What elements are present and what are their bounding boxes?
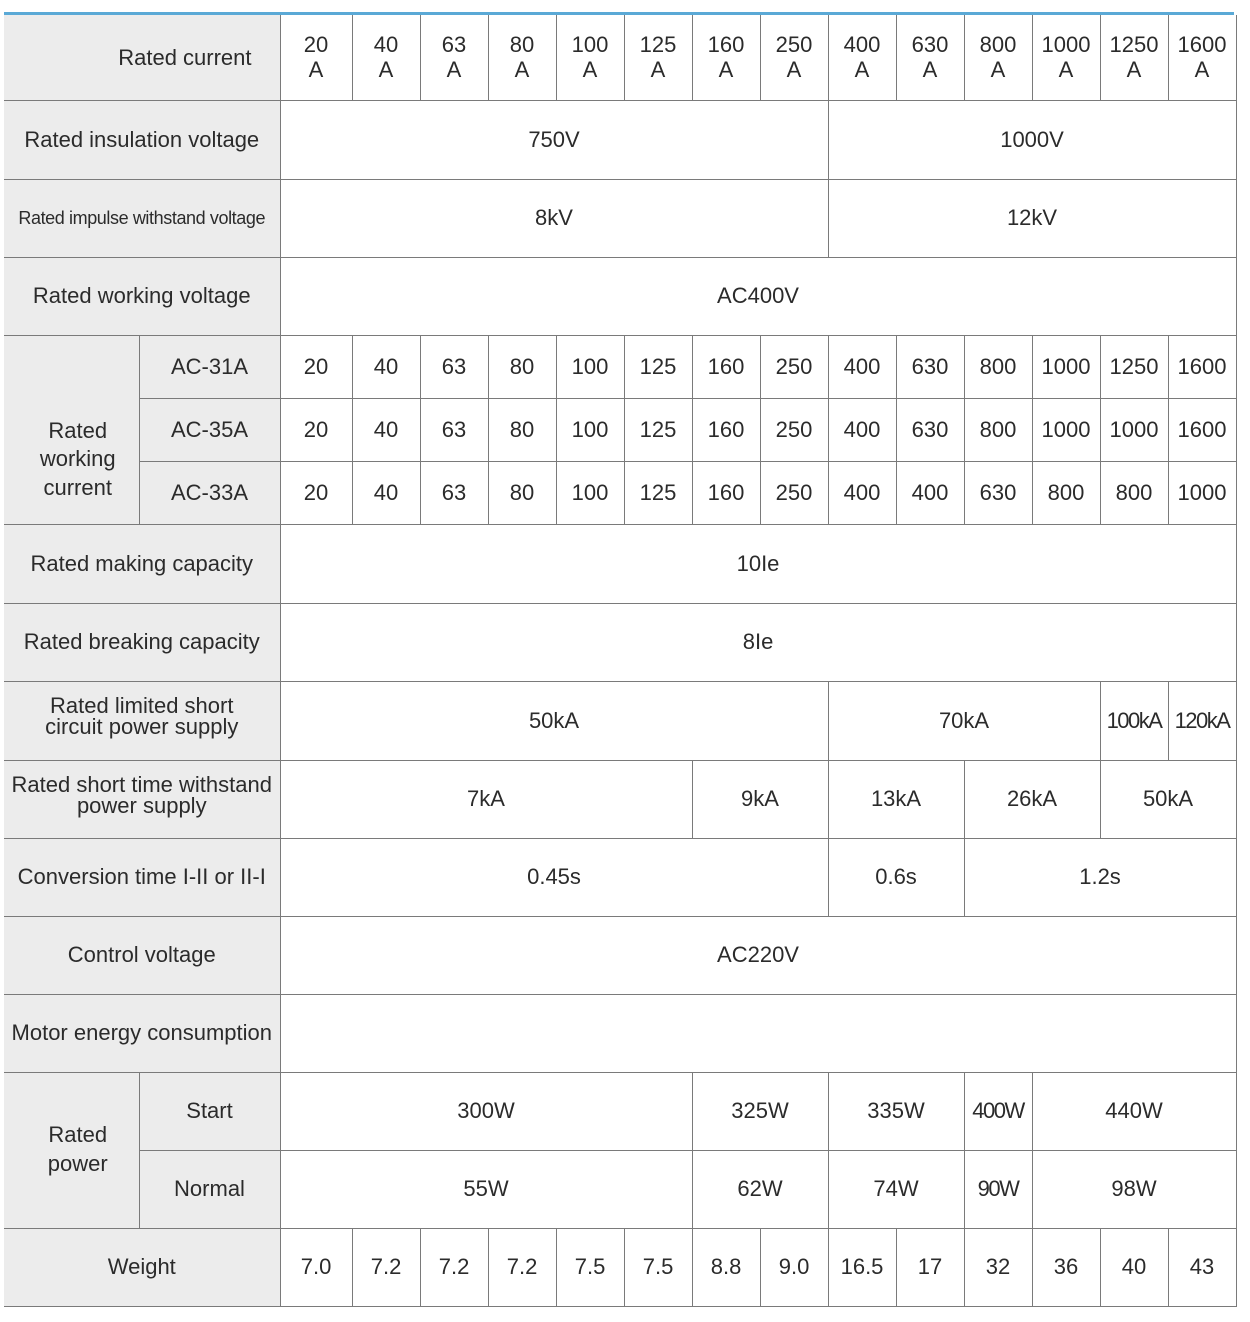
conversion-label: Conversion time I-II or II-I: [4, 838, 280, 916]
current-header: 63 A: [420, 15, 488, 100]
table-cell: 40: [352, 398, 420, 461]
conversion-row: [4, 838, 1236, 916]
table-cell: 17: [896, 1228, 964, 1306]
table-cell: 1600: [1168, 398, 1236, 461]
current-header: 40 A: [352, 15, 420, 100]
short-time-label: Rated short time withstand power supply: [4, 760, 280, 838]
breaking-value: 8Ie: [280, 603, 1236, 681]
limited-short-row: [4, 681, 1236, 760]
breaking-row: [4, 603, 1236, 681]
table-cell: 63: [420, 398, 488, 461]
current-header: 800 A: [964, 15, 1032, 100]
table-cell: 8.8: [692, 1228, 760, 1306]
table-cell: 800: [964, 335, 1032, 398]
weight-label: Weight: [4, 1228, 280, 1306]
table-cell: 7.5: [624, 1228, 692, 1306]
table-cell: 1000: [1168, 461, 1236, 524]
short-time-value-1: 7kA: [280, 760, 692, 838]
current-header: 1000 A: [1032, 15, 1100, 100]
motor-energy-row: [4, 994, 1236, 1072]
impulse-label: Rated impulse withstand voltage: [4, 179, 280, 257]
weight-row: [4, 1228, 1236, 1306]
table-cell: 400: [828, 398, 896, 461]
working-current-row-ac35a: [4, 398, 1236, 461]
current-header: 80 A: [488, 15, 556, 100]
short-time-row: [4, 760, 1236, 838]
rated-power-normal-row: [4, 1150, 1236, 1228]
table-cell: 630: [896, 398, 964, 461]
table-cell: 7.2: [488, 1228, 556, 1306]
start-power-3: 335W: [828, 1072, 964, 1150]
working-voltage-label: Rated working voltage: [4, 257, 280, 335]
table-cell: 100: [556, 335, 624, 398]
table-cell: 100: [556, 398, 624, 461]
table-cell: 7.2: [420, 1228, 488, 1306]
short-time-value-3: 13kA: [828, 760, 964, 838]
rated-power-label: Rated power: [4, 1072, 139, 1228]
rated-power-start-row: [4, 1072, 1236, 1150]
start-power-5: 440W: [1032, 1072, 1236, 1150]
motor-energy-value: [280, 994, 1236, 1072]
table-cell: 40: [352, 461, 420, 524]
table-cell: 250: [760, 335, 828, 398]
working-current-row-ac33a: [4, 461, 1236, 524]
table-cell: 7.0: [280, 1228, 352, 1306]
spec-table: [4, 15, 1237, 1307]
table-cell: 63: [420, 461, 488, 524]
current-header: 1250 A: [1100, 15, 1168, 100]
table-cell: 125: [624, 461, 692, 524]
table-cell: 160: [692, 335, 760, 398]
table-cell: 63: [420, 335, 488, 398]
start-power-2: 325W: [692, 1072, 828, 1150]
insulation-label: Rated insulation voltage: [4, 100, 280, 179]
start-power-4: 400W: [964, 1072, 1032, 1150]
working-current-row-ac31a: [4, 335, 1236, 398]
conversion-value-3: 1.2s: [964, 838, 1236, 916]
table-cell: 400: [896, 461, 964, 524]
table-cell: 80: [488, 461, 556, 524]
current-header: 20 A: [280, 15, 352, 100]
insulation-value-high: 1000V: [828, 100, 1236, 179]
table-cell: 9.0: [760, 1228, 828, 1306]
table-cell: 250: [760, 461, 828, 524]
limited-short-value-2: 70kA: [828, 681, 1100, 760]
table-cell: 1250: [1100, 335, 1168, 398]
normal-power-5: 98W: [1032, 1150, 1236, 1228]
control-voltage-label: Control voltage: [4, 916, 280, 994]
current-header: 1600 A: [1168, 15, 1236, 100]
current-header: 160 A: [692, 15, 760, 100]
table-cell: 800: [1032, 461, 1100, 524]
category-ac33a: AC-33A: [139, 461, 280, 524]
category-ac35a: AC-35A: [139, 398, 280, 461]
normal-power-4: 90W: [964, 1150, 1032, 1228]
limited-short-value-4: 120kA: [1168, 681, 1236, 760]
impulse-value-low: 8kV: [280, 179, 828, 257]
limited-short-label: Rated limited short circuit power supply: [4, 681, 280, 760]
category-ac31a: AC-31A: [139, 335, 280, 398]
short-time-value-5: 50kA: [1100, 760, 1236, 838]
table-cell: 40: [1100, 1228, 1168, 1306]
control-voltage-row: [4, 916, 1236, 994]
table-cell: 43: [1168, 1228, 1236, 1306]
impulse-row: [4, 179, 1236, 257]
table-cell: 80: [488, 398, 556, 461]
table-cell: 160: [692, 398, 760, 461]
table-cell: 800: [964, 398, 1032, 461]
making-value: 10Ie: [280, 524, 1236, 603]
impulse-value-high: 12kV: [828, 179, 1236, 257]
working-voltage-row: [4, 257, 1236, 335]
table-cell: 400: [828, 335, 896, 398]
rated-current-label: Rated current: [4, 15, 280, 100]
table-cell: 32: [964, 1228, 1032, 1306]
table-cell: 160: [692, 461, 760, 524]
start-power-1: 300W: [280, 1072, 692, 1150]
table-cell: 1600: [1168, 335, 1236, 398]
limited-short-value-3: 100kA: [1100, 681, 1168, 760]
table-cell: 7.5: [556, 1228, 624, 1306]
insulation-value-low: 750V: [280, 100, 828, 179]
rated-current-row: [4, 15, 1236, 100]
conversion-value-2: 0.6s: [828, 838, 964, 916]
table-cell: 20: [280, 335, 352, 398]
working-voltage-value: AC400V: [280, 257, 1236, 335]
current-header: 100 A: [556, 15, 624, 100]
table-cell: 100: [556, 461, 624, 524]
table-cell: 630: [896, 335, 964, 398]
normal-power-1: 55W: [280, 1150, 692, 1228]
table-cell: 20: [280, 461, 352, 524]
table-cell: 125: [624, 335, 692, 398]
motor-energy-label: Motor energy consumption: [4, 994, 280, 1072]
current-header: 125 A: [624, 15, 692, 100]
table-cell: 400: [828, 461, 896, 524]
table-cell: 800: [1100, 461, 1168, 524]
limited-short-value-1: 50kA: [280, 681, 828, 760]
start-label: Start: [139, 1072, 280, 1150]
normal-power-2: 62W: [692, 1150, 828, 1228]
table-cell: 20: [280, 398, 352, 461]
control-voltage-value: AC220V: [280, 916, 1236, 994]
breaking-label: Rated breaking capacity: [4, 603, 280, 681]
table-cell: 1000: [1032, 398, 1100, 461]
table-cell: 1000: [1100, 398, 1168, 461]
current-header: 630 A: [896, 15, 964, 100]
making-label: Rated making capacity: [4, 524, 280, 603]
short-time-value-4: 26kA: [964, 760, 1100, 838]
table-cell: 250: [760, 398, 828, 461]
normal-label: Normal: [139, 1150, 280, 1228]
current-header: 400 A: [828, 15, 896, 100]
short-time-value-2: 9kA: [692, 760, 828, 838]
table-cell: 630: [964, 461, 1032, 524]
making-row: [4, 524, 1236, 603]
table-cell: 7.2: [352, 1228, 420, 1306]
table-cell: 16.5: [828, 1228, 896, 1306]
normal-power-3: 74W: [828, 1150, 964, 1228]
table-cell: 125: [624, 398, 692, 461]
current-header: 250 A: [760, 15, 828, 100]
table-cell: 40: [352, 335, 420, 398]
table-cell: 36: [1032, 1228, 1100, 1306]
insulation-row: [4, 100, 1236, 179]
working-current-label: Rated working current: [4, 335, 139, 524]
table-cell: 1000: [1032, 335, 1100, 398]
table-cell: 80: [488, 335, 556, 398]
conversion-value-1: 0.45s: [280, 838, 828, 916]
